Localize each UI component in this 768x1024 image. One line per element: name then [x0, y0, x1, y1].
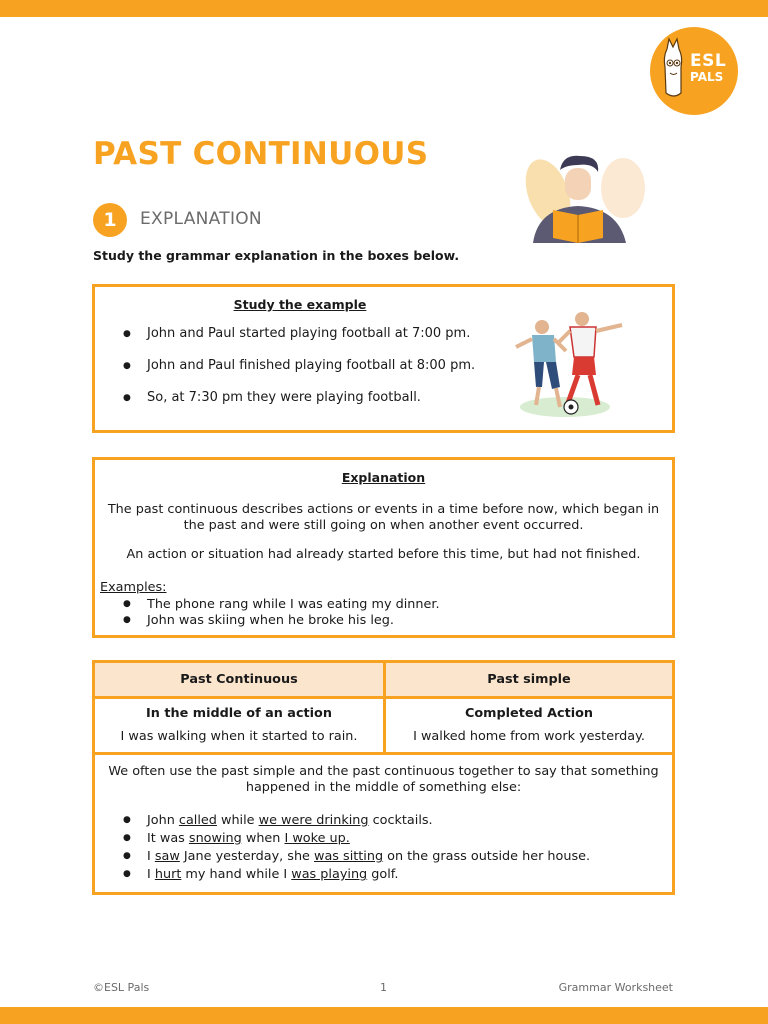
esl-pals-logo [650, 27, 738, 115]
table-header-past-simple: Past simple [386, 663, 672, 696]
footer-copyright: ©ESL Pals [93, 981, 150, 994]
table-divider [95, 696, 672, 699]
example-heading: Study the example [233, 297, 367, 312]
list-item: ● It was snowing when I woke up. [117, 831, 590, 849]
top-accent-bar [0, 0, 768, 17]
table-cell: I was walking when it started to rain. [120, 729, 358, 744]
section-number-badge: 1 [93, 203, 127, 237]
list-item: ● John and Paul finished playing football at 8:00 pm. [117, 358, 475, 390]
page-title: PAST CONTINUOUS [93, 136, 429, 172]
table-subheading: In the middle of an action [146, 706, 332, 721]
list-item: ● The phone rang while I was eating my dinner. [117, 597, 440, 613]
explanation-heading: Explanation [341, 470, 426, 485]
examples-label: Examples: [100, 580, 167, 595]
explanation-paragraph: An action or situation had already started before this time, but had not finished. [126, 547, 641, 562]
footer-page-number: 1 [380, 981, 387, 994]
list-item: ● I hurt my hand while I was playing golf. [117, 867, 590, 885]
example-box [92, 284, 675, 433]
footer-worksheet-label: Grammar Worksheet [558, 981, 673, 994]
instruction-text: Study the grammar explanation in the boxes below. [93, 248, 460, 263]
table-header-past-continuous: Past Continuous [95, 663, 383, 696]
list-item: ● John called while we were drinking cocktails. [117, 813, 590, 831]
list-item: ● So, at 7:30 pm they were playing football. [117, 390, 475, 422]
section-title: EXPLANATION [140, 209, 262, 229]
logo-esl-text: ESL [690, 51, 727, 71]
table-divider [95, 752, 672, 755]
list-item: ● John was skiing when he broke his leg. [117, 613, 440, 629]
logo-pals-text: PALS [690, 70, 724, 84]
list-item: ● I saw Jane yesterday, she was sitting on the grass outside her house. [117, 849, 590, 867]
combined-examples-list [117, 813, 590, 885]
football-players-illustration [510, 307, 635, 422]
example-list [117, 326, 475, 422]
table-cell: I walked home from work yesterday. [413, 729, 645, 744]
list-item: ● John and Paul started playing football at 7:00 pm. [117, 326, 475, 358]
table-subheading: Completed Action [464, 706, 594, 721]
table-divider [383, 663, 386, 755]
bottom-accent-bar [0, 1007, 768, 1024]
explanation-paragraph: The past continuous describes actions or events in a time before now, which began in the past and were still going on when another event occurred. [107, 502, 660, 533]
comparison-table [92, 660, 675, 895]
table-intro-text: We often use the past simple and the past continuous together to say that something happened in the middle of something else: [108, 764, 659, 795]
student-reading-illustration [508, 148, 658, 248]
examples-list [117, 597, 440, 629]
explanation-box [92, 457, 675, 638]
